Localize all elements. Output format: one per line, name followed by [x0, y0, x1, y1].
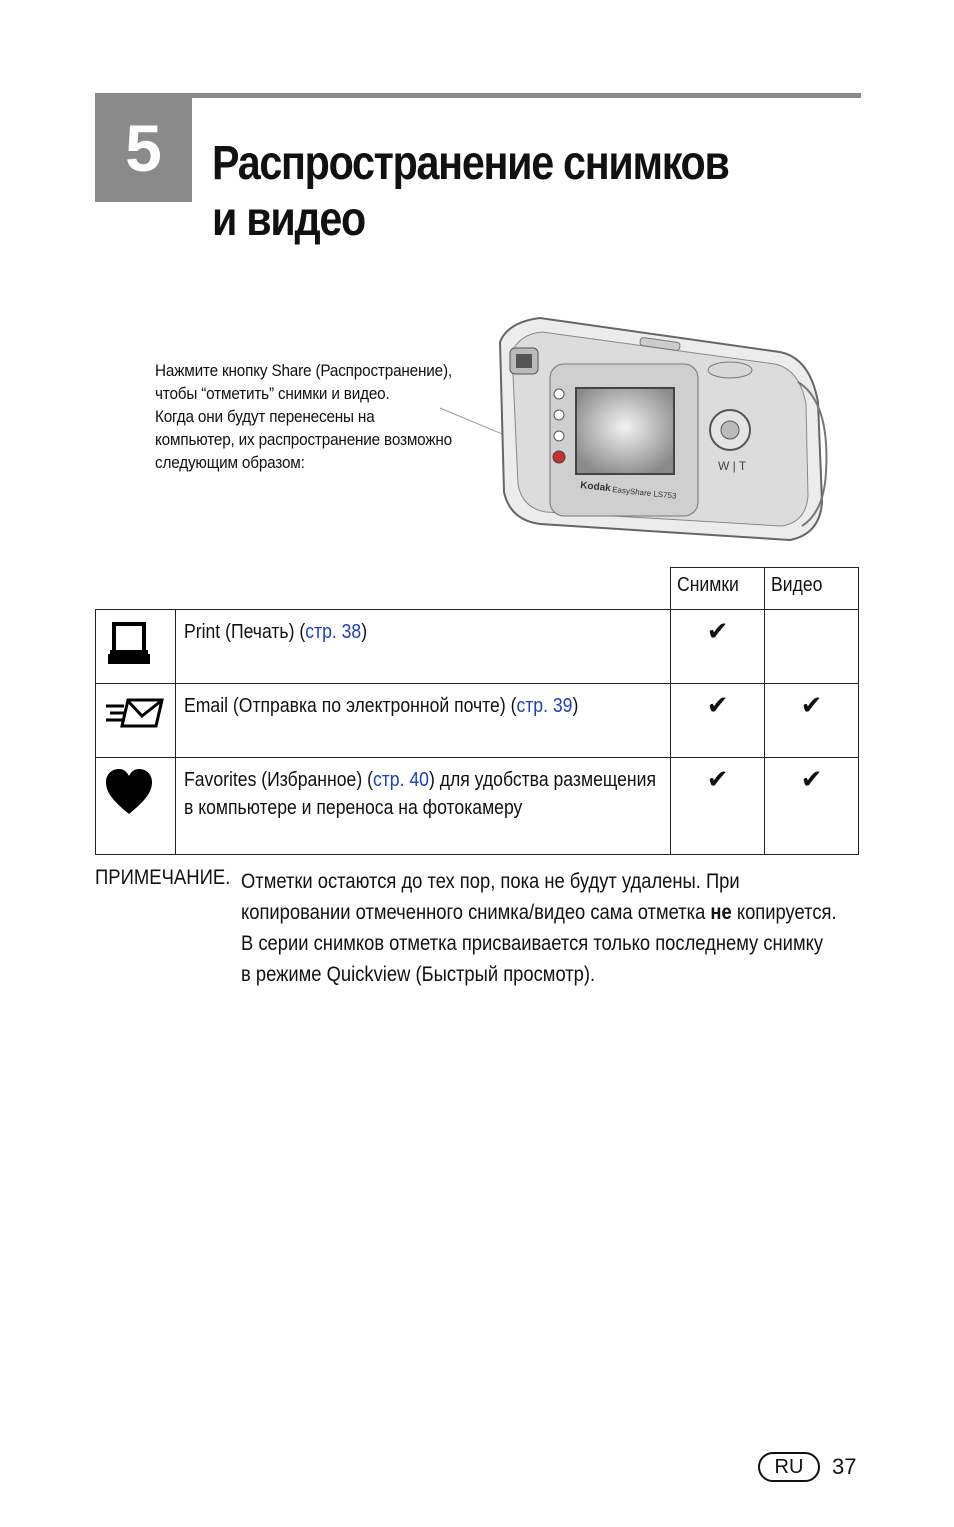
note-line: Отметки остаются до тех пор, пока не будут удалены. При [241, 870, 740, 893]
row-text-cell [175, 758, 670, 855]
row-text-cell [175, 684, 670, 758]
row-text-post: ) [572, 695, 579, 717]
chapter-number: 5 [95, 93, 192, 202]
camera-brand: Kodak [579, 480, 612, 495]
chapter-title [212, 136, 762, 248]
table-header-blank [96, 568, 671, 610]
camera-model: EasyShare LS753 [611, 485, 677, 501]
check-photos: ✔ [671, 684, 765, 758]
table-row [96, 684, 859, 758]
intro-line: компьютер, их распространение возможно [155, 430, 452, 449]
note-body [241, 866, 854, 990]
row-text [184, 618, 658, 646]
row-text [184, 766, 658, 822]
chapter-rule [95, 93, 861, 98]
language-badge: RU [758, 1452, 820, 1482]
intro-line: следующим образом: [155, 453, 305, 472]
email-icon [104, 694, 164, 734]
intro-line: чтобы “отметить” снимки и видео. [155, 384, 390, 403]
printer-icon [104, 620, 154, 670]
row-icon-cell [96, 610, 176, 684]
header-photos [671, 568, 765, 610]
row-text-cell [175, 610, 670, 684]
note-line2-post: копируется. [731, 901, 837, 924]
note-line: В серии снимков отметка присваивается только последнему снимку [241, 932, 824, 955]
page-link-38[interactable]: стр. 38 [305, 621, 362, 643]
heart-icon [104, 768, 154, 816]
row-text-post: ) для удобства размещения в компьютере и переноса на фотокамеру [183, 769, 656, 819]
check-video-empty [765, 610, 859, 684]
intro-line: Когда они будут перенесены на [155, 407, 375, 426]
page-number: 37 [832, 1454, 857, 1479]
row-icon-cell [96, 758, 176, 855]
check-video: ✔ [765, 684, 859, 758]
note-line2-pre: копировании отмеченного снимка/видео сама отметка [241, 901, 711, 924]
row-icon-cell [96, 684, 176, 758]
note-line [241, 897, 854, 928]
page-link-40[interactable]: стр. 40 [372, 769, 429, 791]
header-video [765, 568, 859, 610]
share-options-table [95, 567, 859, 855]
note-label: ПРИМЕЧАНИЕ. [95, 866, 231, 889]
table-row [96, 610, 859, 684]
header-photos-label: Снимки [677, 574, 740, 596]
check-video: ✔ [765, 758, 859, 855]
row-text [184, 692, 658, 720]
page-footer [758, 1451, 856, 1483]
row-text-pre: Email (Отправка по электронной почте) ( [183, 695, 517, 717]
row-text-pre: Favorites (Избранное) ( [183, 769, 373, 791]
row-text-pre: Print (Печать) ( [183, 621, 306, 643]
page-link-39[interactable]: стр. 39 [516, 695, 573, 717]
note-line2-bold: не [710, 901, 732, 924]
row-text-post: ) [361, 621, 368, 643]
table-row [96, 758, 859, 855]
check-photos: ✔ [671, 610, 765, 684]
check-photos: ✔ [671, 758, 765, 855]
camera-illustration [430, 312, 840, 547]
note-line: в режиме Quickview (Быстрый просмотр). [241, 963, 596, 986]
header-video-label: Видео [771, 574, 823, 596]
svg-text:W | T: W | T [718, 459, 747, 473]
intro-line: Нажмите кнопку Share (Распространение), [155, 361, 452, 380]
chapter-title-line1: Распространение снимков [212, 137, 729, 190]
chapter-title-line2: и видео [212, 193, 365, 246]
